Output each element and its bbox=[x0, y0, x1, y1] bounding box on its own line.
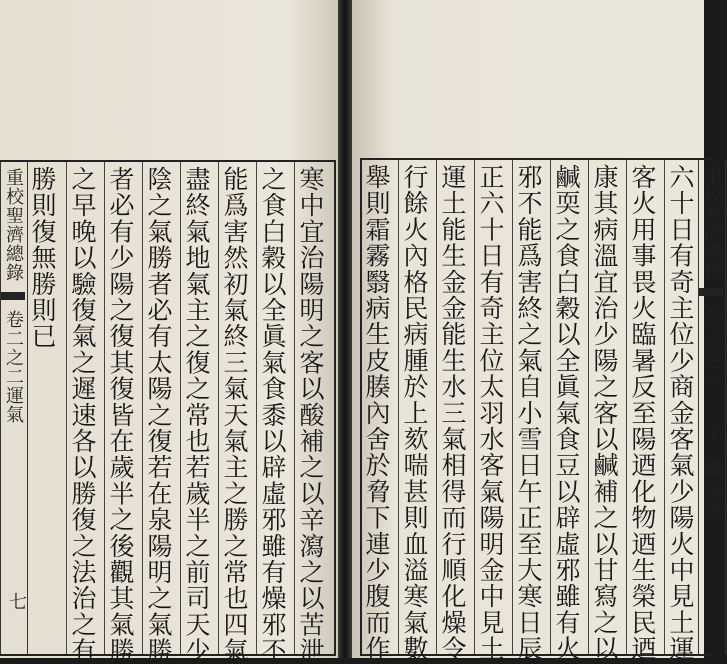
right-banner-volume: 卷二之二 bbox=[701, 306, 722, 382]
left-text-column-6: 者必有少陽之復其復皆在歲半之後觀其氣勝 bbox=[106, 166, 135, 664]
column-rule bbox=[626, 160, 627, 654]
column-rule bbox=[436, 160, 437, 654]
right-text-column-9: 舉則霜霧翳病生皮腠內舍於脅下連少腹而作 bbox=[362, 164, 391, 662]
right-text-column-2: 客火用事畏火臨暑反至陽迺化物迺生榮民迺 bbox=[628, 164, 657, 662]
left-text-column-7: 之早晚以驗復氣之遲速各以勝復之法治之有 bbox=[68, 166, 97, 664]
left-text-column-3: 能爲害然初氣終三氣天氣主之勝之常也四氣 bbox=[220, 166, 249, 664]
right-text-column-7: 運土能生金金能生水三氣相得而行順化燥令 bbox=[438, 164, 467, 662]
left-page-banner bbox=[0, 162, 28, 654]
left-banner-fishtail-mark bbox=[1, 292, 25, 300]
right-text-column-4: 鹹耎之食白穀以全眞氣食豆以辟虛邪雖有火 bbox=[552, 164, 581, 662]
right-text-column-3: 康其病溫宜治少陽之客以鹹補之以甘寫之以 bbox=[590, 164, 619, 662]
book-gutter bbox=[338, 0, 352, 658]
column-rule bbox=[218, 162, 219, 654]
left-text-frame bbox=[0, 160, 336, 664]
right-banner-page-number: 七 bbox=[704, 422, 725, 440]
right-text-frame bbox=[360, 158, 725, 662]
column-rule bbox=[474, 160, 475, 654]
column-rule bbox=[664, 160, 665, 654]
column-rule bbox=[588, 160, 589, 654]
left-text-column-8: 勝則復無勝則已 bbox=[28, 166, 57, 350]
column-rule bbox=[512, 160, 513, 654]
column-rule bbox=[142, 162, 143, 654]
column-rule bbox=[256, 162, 257, 654]
right-banner-fishtail-mark bbox=[699, 288, 723, 296]
right-text-column-6: 正六十日有奇主位太羽水客氣陽明金中見土 bbox=[476, 164, 505, 662]
left-banner-volume: 卷二之二運氣 bbox=[3, 310, 24, 424]
left-text-column-1: 寒中宜治陽明之客以酸補之以辛瀉之以苦泄 bbox=[296, 166, 325, 664]
right-page bbox=[352, 0, 725, 662]
right-text-column-5: 邪不能爲害終之氣自小雪日午正至大寒日辰 bbox=[514, 164, 543, 662]
right-page-banner bbox=[698, 160, 726, 654]
right-banner-title: 重校聖濟總錄 bbox=[701, 166, 722, 280]
column-rule bbox=[398, 160, 399, 654]
right-banner-publisher: 藏達堂 bbox=[701, 460, 722, 517]
column-rule bbox=[66, 162, 67, 654]
right-text-column-8: 行餘火內格民病腫於上欬喘甚則血溢寒氣數 bbox=[400, 164, 429, 662]
left-banner-title: 重校聖濟總錄 bbox=[3, 168, 24, 282]
column-rule bbox=[104, 162, 105, 654]
left-banner-page-number: 七 bbox=[6, 592, 27, 610]
left-page bbox=[0, 0, 338, 664]
left-text-column-2: 之食白穀以全眞氣食黍以辟虛邪雖有燥邪不 bbox=[258, 166, 287, 664]
column-rule bbox=[550, 160, 551, 654]
right-text-column-1: 六十日有奇主位少商金客氣少陽火中見土運 bbox=[666, 164, 695, 662]
left-text-column-5: 陰之氣勝者必有太陽之復若在泉陽明之氣勝 bbox=[144, 166, 173, 664]
column-rule bbox=[180, 162, 181, 654]
column-rule bbox=[294, 162, 295, 654]
left-text-column-4: 盡終氣地氣主之復之常也若歲半之前司天少 bbox=[182, 166, 211, 664]
